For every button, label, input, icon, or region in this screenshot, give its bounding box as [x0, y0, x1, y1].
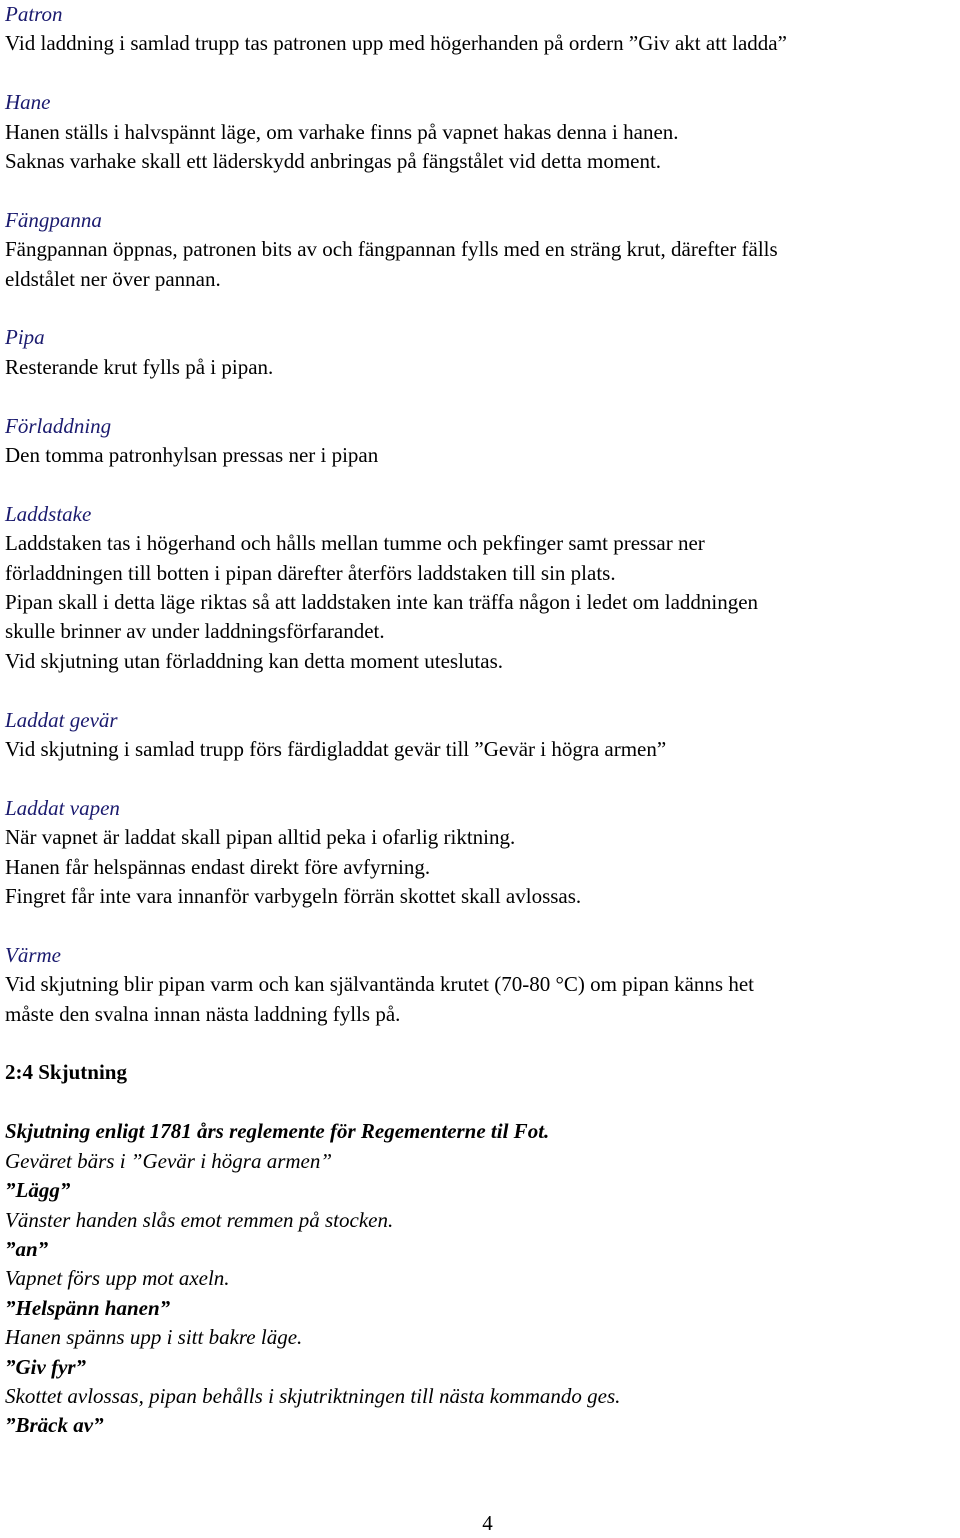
command-description: Skottet avlossas, pipan behålls i skjutriktningen till nästa kommando ges. — [5, 1383, 621, 1408]
command-label: ”Helspänn hanen” — [5, 1295, 171, 1320]
section-skjutning — [5, 1117, 955, 1440]
section-heading: Hane — [5, 90, 51, 115]
body-line: skulle brinner av under laddningsförfarandet. — [5, 619, 385, 644]
section-heading: Värme — [5, 942, 61, 967]
section-heading: Laddat gevär — [5, 707, 118, 732]
body-line: Pipan skall i detta läge riktas så att laddstaken inte kan träffa någon i ledet om laddningen — [5, 590, 759, 615]
body-line: Resterande krut fylls på i pipan. — [5, 354, 274, 379]
section-patron — [5, 0, 955, 59]
command-label: ”Bräck av” — [5, 1413, 104, 1438]
section-heading: Laddstake — [5, 501, 92, 526]
body-line: Laddstaken tas i högerhand och hålls mellan tumme och pekfinger samt pressar ner — [5, 531, 705, 556]
body-line: Saknas varhake skall ett läderskydd anbringas på fängstålet vid detta moment. — [5, 149, 662, 174]
subsection-title: Skjutning enligt 1781 års reglemente för Regementerne til Fot. — [5, 1119, 550, 1144]
body-line: Hanen ställs i halvspännt läge, om varhake finns på vapnet hakas denna i hanen. — [5, 119, 679, 144]
command-label: ”Lägg” — [5, 1178, 71, 1203]
body-line: Vid skjutning utan förladdning kan detta moment uteslutas. — [5, 648, 503, 673]
section-varme — [5, 941, 955, 1029]
body-line: Vid laddning i samlad trupp tas patronen upp med högerhanden på ordern ”Giv akt att ladda” — [5, 31, 787, 56]
body-line: måste den svalna innan nästa laddning fylls på. — [5, 1001, 401, 1026]
section-hane — [5, 88, 955, 176]
section-laddat-vapen — [5, 794, 955, 912]
section-heading: Patron — [5, 2, 63, 26]
command-description: Hanen spänns upp i sitt bakre läge. — [5, 1325, 303, 1350]
chapter-title: 2:4 Skjutning — [5, 1060, 127, 1085]
body-line: Fingret får inte vara innanför varbygeln förrän skottet skall avlossas. — [5, 884, 582, 909]
section-laddat-gevar — [5, 706, 955, 765]
body-line: Vid skjutning blir pipan varm och kan självantända krutet (70-80 °C) om pipan känns het — [5, 972, 754, 997]
section-laddstake — [5, 500, 955, 676]
intro-line: Geväret bärs i ”Gevär i högra armen” — [5, 1148, 333, 1173]
document-page — [5, 0, 955, 1441]
body-line: Vid skjutning i samlad trupp förs färdigladdat gevär till ”Gevär i högra armen” — [5, 737, 667, 762]
body-line: Hanen får helspännas endast direkt före avfyrning. — [5, 854, 431, 879]
command-description: Vapnet förs upp mot axeln. — [5, 1266, 230, 1291]
command-label: ”Giv fyr” — [5, 1354, 87, 1379]
section-forladdning — [5, 412, 955, 471]
page-number: 4 — [482, 1511, 493, 1535]
command-label: ”an” — [5, 1236, 49, 1261]
body-line: När vapnet är laddat skall pipan alltid peka i ofarlig riktning. — [5, 825, 516, 850]
body-line: Den tomma patronhylsan pressas ner i pipan — [5, 443, 379, 468]
body-line: eldstålet ner över pannan. — [5, 266, 221, 291]
body-line: förladdningen till botten i pipan därefter återförs laddstaken till sin plats. — [5, 560, 616, 585]
section-heading: Pipa — [5, 325, 45, 350]
body-line: Fängpannan öppnas, patronen bits av och fängpannan fylls med en sträng krut, därefter fälls — [5, 237, 778, 262]
section-heading: Laddat vapen — [5, 795, 120, 820]
section-heading: Fängpanna — [5, 207, 102, 232]
command-description: Vänster handen slås emot remmen på stocken. — [5, 1207, 394, 1232]
section-fangpanna — [5, 206, 955, 294]
section-pipa — [5, 323, 955, 382]
section-heading: Förladdning — [5, 413, 112, 438]
